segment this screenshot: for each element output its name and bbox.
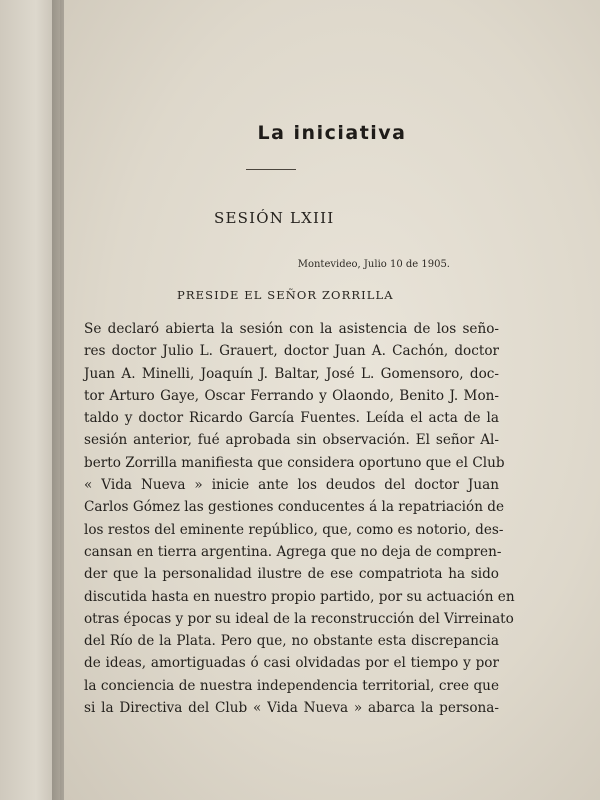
body-line: los restos del eminente repúblico, que, como es notorio, des- [84,521,504,538]
body-paragraph [84,318,515,719]
body-line: Se declaró abierta la sesión con la asistencia de los seño- [84,321,499,337]
body-line: taldo y doctor Ricardo García Fuentes. Leída el acta de la [84,410,499,427]
body-line: de ideas, amortiguadas ó casi olvidadas por el tiempo y por [84,655,499,672]
body-line: berto Zorrilla manifiesta que considera oportuno que el Club [84,454,505,471]
chapter-heading: La iniciativa [257,122,407,144]
body-line: Juan A. Minelli, Joaquín J. Baltar, José L. Gomensoro, doc- [84,365,499,382]
body-line: « Vida Nueva » inicie ante los deudos del doctor Juan [84,477,499,494]
heading-divider [246,169,296,170]
body-line: cansan en tierra argentina. Agrega que no deja de compren- [84,543,502,560]
preside-line: PRESIDE EL SEÑOR ZORRILLA [177,288,394,302]
body-line: res doctor Julio L. Grauert, doctor Juan A. Cachón, doctor [84,343,499,360]
body-line: discutida hasta en nuestro propio partido, por su actuación en [84,588,515,605]
dateline: Montevideo, Julio 10 de 1905. [297,259,450,270]
body-line: del Río de la Plata. Pero que, no obstante esta discrepancia [84,633,499,650]
book-page [64,0,600,800]
body-line: der que la personalidad ilustre de ese compatriota ha sido [84,566,499,583]
session-title: SESIÓN LXIII [214,209,335,227]
body-line: Carlos Gómez las gestiones conducentes á la repatriación de [84,499,505,516]
body-line: tor Arturo Gaye, Oscar Ferrando y Olaondo, Benito J. Mon- [84,387,499,404]
body-line: otras épocas y por su ideal de la reconstrucción del Virreinato [84,610,514,627]
body-line: si la Directiva del Club « Vida Nueva » abarca la persona- [84,700,499,717]
left-page-edge [0,0,60,800]
body-line: la conciencia de nuestra independencia territorial, cree que [84,677,499,694]
body-line: sesión anterior, fué aprobada sin observación. El señor Al- [84,432,499,449]
